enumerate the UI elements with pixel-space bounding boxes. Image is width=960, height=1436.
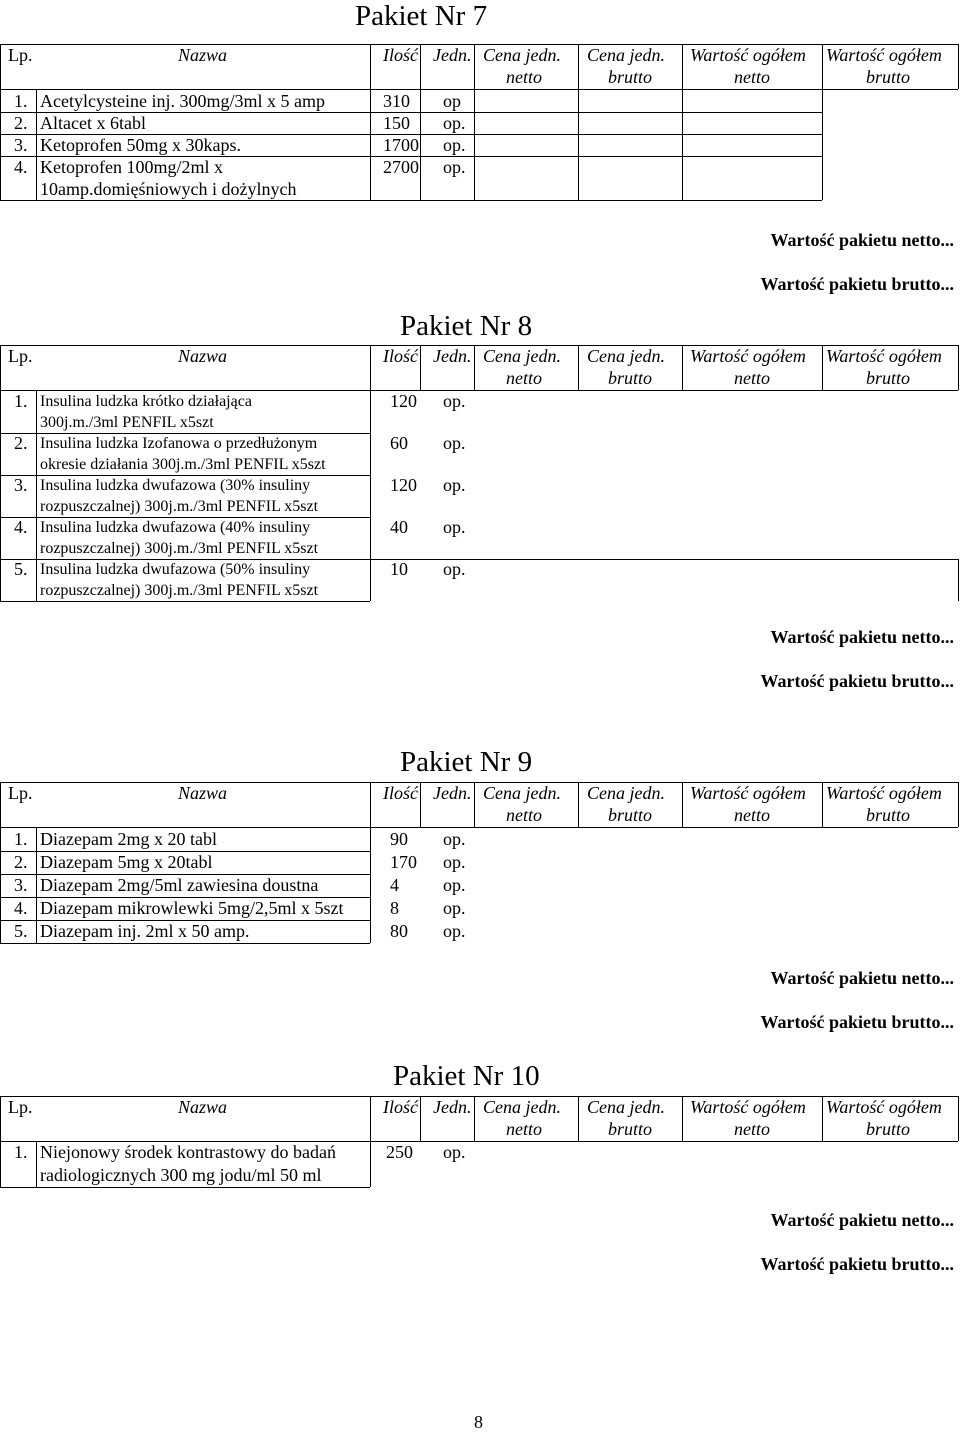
header-unit-price-gross-sub: brutto (608, 67, 653, 87)
row-name: rozpuszczalnej) 300j.m./3ml PENFIL x5szt (40, 540, 319, 557)
row-name: Niejonowy środek kontrastowy do badań (40, 1142, 336, 1162)
row-name: rozpuszczalnej) 300j.m./3ml PENFIL x5szt (40, 498, 319, 515)
row-name: Acetylcysteine inj. 300mg/3ml x 5 amp (40, 91, 325, 111)
row-name: radiologicznych 300 mg jodu/ml 50 ml (40, 1165, 322, 1185)
package-total-gross: Wartość pakietu brutto... (760, 1254, 954, 1274)
row-unit: op. (443, 1142, 466, 1162)
row-unit: op. (443, 391, 466, 411)
header-unit-price-net: Cena jedn. (483, 783, 561, 803)
row-unit: op. (443, 829, 466, 849)
package-total-gross: Wartość pakietu brutto... (760, 274, 954, 294)
header-total-net-sub: netto (734, 1119, 770, 1139)
header-qty: Ilość (383, 346, 418, 366)
rule (578, 1096, 579, 1141)
header-lp: Lp. (8, 346, 33, 366)
table-row (0, 1141, 960, 1187)
rule (822, 1096, 823, 1141)
header-unit-price-net-sub: netto (506, 67, 542, 87)
header-name: Nazwa (178, 346, 228, 366)
rule (36, 1141, 37, 1187)
header-name: Nazwa (178, 783, 228, 803)
header-unit-price-net-sub: netto (506, 1119, 542, 1139)
package-total-net: Wartość pakietu netto... (770, 1210, 954, 1230)
header-unit-price-gross-sub: brutto (608, 805, 653, 825)
rule (0, 1096, 1, 1141)
header-total-gross-sub: brutto (866, 67, 911, 87)
row-unit: op. (443, 921, 466, 941)
package-total-net: Wartość pakietu netto... (770, 230, 954, 250)
header-unit: Jedn. (433, 783, 472, 803)
row-lp: 5. (14, 559, 28, 579)
rule (370, 1096, 371, 1141)
header-total-net: Wartość ogółem (690, 45, 806, 65)
row-qty: 4 (390, 875, 399, 895)
row-lp: 4. (14, 898, 28, 918)
row-name: Altacet x 6tabl (40, 113, 146, 133)
package-title: Pakiet Nr 7 (355, 0, 488, 32)
package-total-net: Wartość pakietu netto... (770, 627, 954, 647)
header-total-gross: Wartość ogółem (826, 45, 942, 65)
rule (0, 1187, 370, 1188)
header-unit-price-gross: Cena jedn. (587, 45, 665, 65)
header-unit-price-net: Cena jedn. (483, 45, 561, 65)
row-lp: 2. (14, 852, 28, 872)
header-name: Nazwa (178, 1097, 228, 1117)
header-total-net-sub: netto (734, 368, 770, 388)
header-lp: Lp. (8, 45, 33, 65)
rule (0, 1096, 958, 1097)
row-name: Ketoprofen 50mg x 30kaps. (40, 135, 241, 155)
header-qty: Ilość (383, 783, 418, 803)
header-name: Nazwa (178, 45, 228, 65)
row-name: Insulina ludzka dwufazowa (30% insuliny (40, 477, 311, 494)
header-unit-price-net: Cena jedn. (483, 346, 561, 366)
table-header (0, 1096, 960, 1142)
row-lp: 5. (14, 921, 28, 941)
package-title: Pakiet Nr 8 (400, 310, 533, 342)
row-lp: 3. (14, 875, 28, 895)
header-total-net: Wartość ogółem (690, 346, 806, 366)
header-unit-price-gross: Cena jedn. (587, 1097, 665, 1117)
row-unit: op. (443, 135, 466, 155)
row-name: Insulina ludzka dwufazowa (40% insuliny (40, 519, 311, 536)
header-total-gross-sub: brutto (866, 1119, 911, 1139)
header-qty: Ilość (383, 1097, 418, 1117)
row-qty: 60 (390, 433, 408, 453)
row-unit: op. (443, 875, 466, 895)
package-title: Pakiet Nr 9 (400, 746, 533, 778)
header-unit-price-gross-sub: brutto (608, 368, 653, 388)
package-total-net: Wartość pakietu netto... (770, 968, 954, 988)
rule (682, 1096, 683, 1141)
row-name: Diazepam 2mg/5ml zawiesina doustna (40, 875, 319, 895)
row-qty: 90 (390, 829, 408, 849)
row-lp: 2. (14, 113, 28, 133)
header-total-gross: Wartość ogółem (826, 783, 942, 803)
header-lp: Lp. (8, 1097, 33, 1117)
header-unit-price-gross: Cena jedn. (587, 783, 665, 803)
package-total-gross: Wartość pakietu brutto... (760, 671, 954, 691)
row-qty: 150 (383, 113, 410, 133)
header-unit: Jedn. (433, 346, 472, 366)
header-total-net: Wartość ogółem (690, 783, 806, 803)
row-qty: 120 (390, 391, 417, 411)
package-title: Pakiet Nr 10 (393, 1060, 540, 1092)
header-total-net: Wartość ogółem (690, 1097, 806, 1117)
row-unit: op. (443, 113, 466, 133)
row-lp: 3. (14, 475, 28, 495)
header-total-gross-sub: brutto (866, 805, 911, 825)
row-lp: 4. (14, 157, 28, 177)
row-unit: op. (443, 475, 466, 495)
row-qty: 8 (390, 898, 399, 918)
row-qty: 40 (390, 517, 408, 537)
header-total-gross: Wartość ogółem (826, 346, 942, 366)
row-lp: 1. (14, 829, 28, 849)
row-lp: 4. (14, 517, 28, 537)
row-unit: op. (443, 433, 466, 453)
row-qty: 80 (390, 921, 408, 941)
package-total-gross: Wartość pakietu brutto... (760, 1012, 954, 1032)
header-unit-price-gross-sub: brutto (608, 1119, 653, 1139)
header-unit-price-net-sub: netto (506, 368, 542, 388)
rule (370, 1141, 371, 1187)
row-name: Insulina ludzka dwufazowa (50% insuliny (40, 561, 311, 578)
row-qty: 170 (390, 852, 417, 872)
row-name: Insulina ludzka Izofanowa o przedłużonym (40, 435, 318, 452)
row-name: Diazepam mikrowlewki 5mg/2,5ml x 5szt (40, 898, 344, 918)
row-name: Insulina ludzka krótko działająca (40, 393, 252, 410)
row-name: Diazepam inj. 2ml x 50 amp. (40, 921, 250, 941)
rule (0, 1141, 1, 1187)
row-lp: 1. (14, 391, 28, 411)
row-name: Diazepam 5mg x 20tabl (40, 852, 213, 872)
row-name: rozpuszczalnej) 300j.m./3ml PENFIL x5szt (40, 582, 319, 599)
header-lp: Lp. (8, 783, 33, 803)
row-name: 300j.m./3ml PENFIL x5szt (40, 414, 214, 431)
row-name: 10amp.domięśniowych i dożylnych (40, 179, 297, 199)
row-unit: op. (443, 517, 466, 537)
row-lp: 1. (14, 1142, 28, 1162)
header-total-net-sub: netto (734, 805, 770, 825)
row-name: Diazepam 2mg x 20 tabl (40, 829, 217, 849)
row-unit: op. (443, 559, 466, 579)
row-lp: 1. (14, 91, 28, 111)
header-unit-price-gross: Cena jedn. (587, 346, 665, 366)
header-total-net-sub: netto (734, 67, 770, 87)
header-total-gross-sub: brutto (866, 368, 911, 388)
page-number: 8 (474, 1412, 483, 1432)
row-unit: op. (443, 157, 466, 177)
rule (474, 1096, 475, 1141)
row-lp: 2. (14, 433, 28, 453)
row-name: okresie działania 300j.m./3ml PENFIL x5szt (40, 456, 326, 473)
row-qty: 310 (383, 91, 410, 111)
row-qty: 120 (390, 475, 417, 495)
rule (420, 1096, 421, 1141)
row-name: Ketoprofen 100mg/2ml x (40, 157, 223, 177)
header-total-gross: Wartość ogółem (826, 1097, 942, 1117)
header-unit-price-net-sub: netto (506, 805, 542, 825)
header-unit: Jedn. (433, 45, 472, 65)
header-unit: Jedn. (433, 1097, 472, 1117)
row-qty: 250 (386, 1142, 413, 1162)
row-unit: op. (443, 898, 466, 918)
header-qty: Ilość (383, 45, 418, 65)
row-lp: 3. (14, 135, 28, 155)
row-qty: 1700 (383, 135, 419, 155)
header-unit-price-net: Cena jedn. (483, 1097, 561, 1117)
row-qty: 10 (390, 559, 408, 579)
row-unit: op (443, 91, 461, 111)
row-unit: op. (443, 852, 466, 872)
row-qty: 2700 (383, 157, 419, 177)
rule (958, 1096, 959, 1141)
